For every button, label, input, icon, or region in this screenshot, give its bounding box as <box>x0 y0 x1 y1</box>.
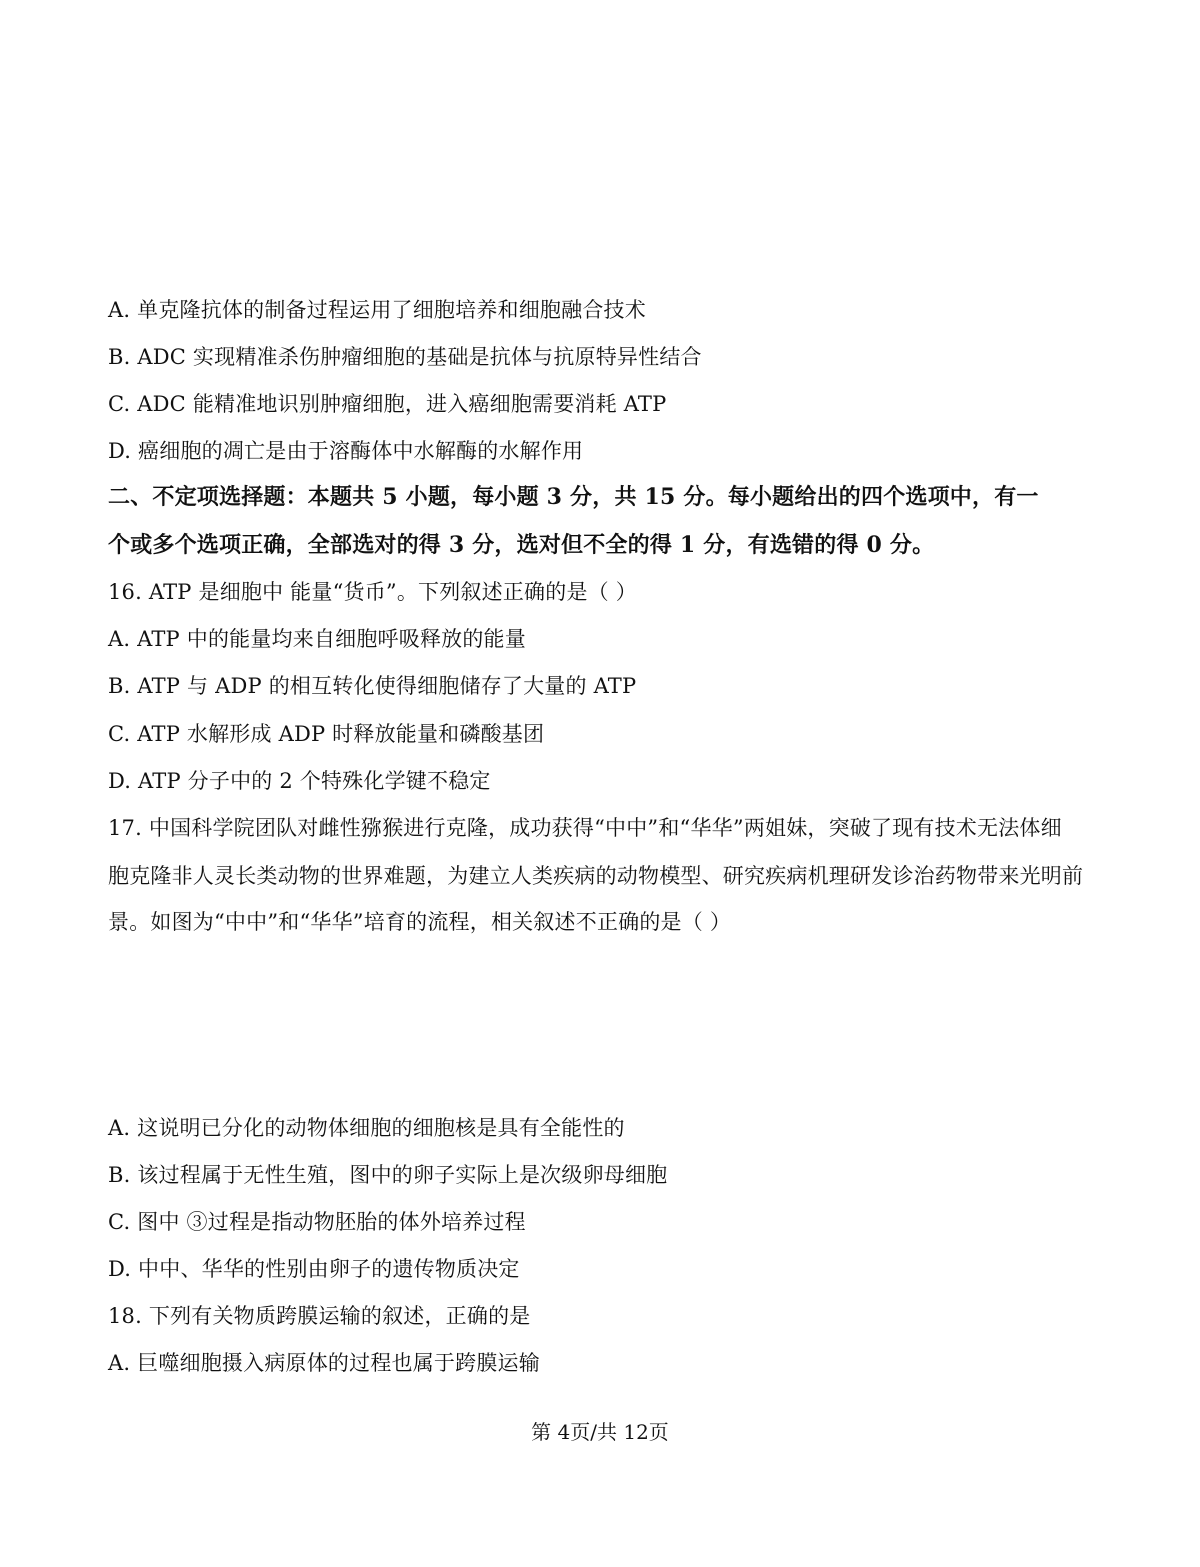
q16-option-c: C. ATP 水解形成 ADP 时释放能量和磷酸基团 <box>108 722 545 746</box>
q17-option-c: C. 图中 ③过程是指动物胚胎的体外培养过程 <box>108 1210 526 1234</box>
q17-figure-placeholder <box>108 950 1098 1100</box>
q18-option-a: A. 巨噬细胞摄入病原体的过程也属于跨膜运输 <box>108 1351 540 1375</box>
q17-option-b: B. 该过程属于无性生殖，图中的卵子实际上是次级卵母细胞 <box>108 1163 668 1187</box>
section2-heading-line2: 个或多个选项正确，全部选对的得 3 分，选对但不全的得 1 分，有选错的得 0 分。 <box>108 532 935 558</box>
q17-stem-line1: 17. 中国科学院团队对雌性猕猴进行克隆，成功获得“中中”和“华华”两姐妹，突破了现有技术无法体细 <box>108 816 1062 840</box>
page-number-footer: 第 4页/共 12页 <box>531 1420 669 1444</box>
q17-option-d: D. 中中、华华的性别由卵子的遗传物质决定 <box>108 1257 520 1281</box>
q15-option-d: D. 癌细胞的凋亡是由于溶酶体中水解酶的水解作用 <box>108 439 584 463</box>
q16-option-b: B. ATP 与 ADP 的相互转化使得细胞储存了大量的 ATP <box>108 674 637 698</box>
q16-option-d: D. ATP 分子中的 2 个特殊化学键不稳定 <box>108 769 491 793</box>
q15-option-a: A. 单克隆抗体的制备过程运用了细胞培养和细胞融合技术 <box>108 298 646 322</box>
q15-option-c: C. ADC 能精准地识别肿瘤细胞，进入癌细胞需要消耗 ATP <box>108 392 667 416</box>
q18-stem: 18. 下列有关物质跨膜运输的叙述，正确的是 <box>108 1304 531 1328</box>
section2-heading-line1: 二、不定项选择题：本题共 5 小题，每小题 3 分，共 15 分。每小题给出的四个选项中，有一 <box>108 484 1039 510</box>
q17-stem-line3: 景。如图为“中中”和“华华”培育的流程，相关叙述不正确的是（ ） <box>108 910 732 934</box>
q16-stem: 16. ATP 是细胞中 能量“货币”。下列叙述正确的是（ ） <box>108 580 637 604</box>
q16-option-a: A. ATP 中的能量均来自细胞呼吸释放的能量 <box>108 627 526 651</box>
q17-stem-line2: 胞克隆非人灵长类动物的世界难题，为建立人类疾病的动物模型、研究疾病机理研发诊治药物带来光明前 <box>108 864 1084 888</box>
q17-option-a: A. 这说明已分化的动物体细胞的细胞核是具有全能性的 <box>108 1116 625 1140</box>
q15-option-b: B. ADC 实现精准杀伤肿瘤细胞的基础是抗体与抗原特异性结合 <box>108 345 702 369</box>
